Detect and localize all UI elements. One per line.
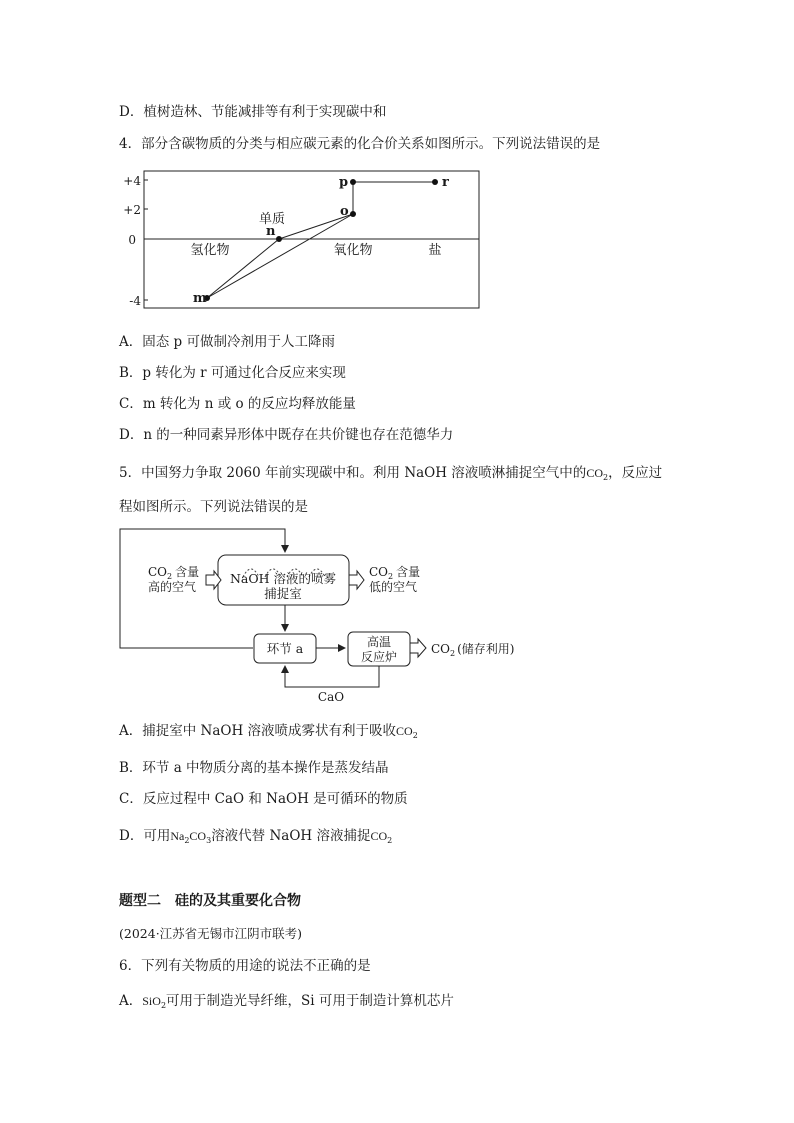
step-a-label: 环节 a (266, 641, 304, 656)
q4-option-b: B．p 转化为 r 可通过化合反应来实现 (119, 365, 346, 381)
output-air-line1: $CO_2$ 含量 (369, 565, 421, 581)
q6-option-a: A．SiO$_2$可用于制造光导纤维，Si 可用于制造计算机芯片 (119, 993, 454, 1010)
chamber-line1: NaOH 溶液的喷雾 (229, 571, 337, 586)
q4-option-d: D．n 的一种同素异形体中既存在共价键也存在范德华力 (119, 427, 454, 443)
q4-option-a: A．固态 p 可做制冷剂用于人工降雨 (119, 334, 335, 350)
label-m: m (193, 291, 207, 306)
section-title: 题型二 硅的及其重要化合物 (119, 893, 301, 909)
point-o (350, 211, 356, 217)
question-5-stem-line2: 程如图所示。下列说法错误的是 (119, 499, 308, 515)
y-tick-plus2: +2 (123, 203, 141, 217)
question-6-stem: 6．下列有关物质的用途的说法不正确的是 (119, 958, 371, 974)
q5-option-b: B．环节 a 中物质分离的基本操作是蒸发结晶 (119, 760, 389, 776)
y-tick-plus4: +4 (123, 174, 141, 188)
x-label-oxide: 氧化物 (333, 243, 373, 258)
svg-text:NaOH 溶液的喷雾 (230, 571, 337, 586)
q5-option-d: D．可用$Na_2CO_3$溶液代替 NaOH 溶液捕捉$CO_2$ (119, 828, 393, 845)
chamber-line2: 捕捉室 (264, 586, 302, 601)
label-o: o (340, 204, 349, 219)
question-4-stem: 4．部分含碳物质的分类与相应碳元素的化合价关系如图所示。下列说法错误的是 (119, 136, 601, 152)
x-label-hydride: 氢化物 (190, 243, 230, 258)
previous-option-d: D．植树造林、节能减排等有利于实现碳中和 (119, 104, 387, 120)
label-p: p (339, 175, 349, 190)
input-air-line1: $CO_2$ 含量 (148, 565, 200, 581)
furnace-line2: 反应炉 (360, 650, 398, 664)
svg-text:捕捉室 (264, 586, 302, 601)
question-source: (2024·江苏省无锡市江阴市联考) (119, 926, 303, 941)
point-n (276, 236, 282, 242)
y-tick-minus4: -4 (129, 294, 141, 308)
annotation-single-substance: 单质 (258, 212, 286, 227)
product-label: $CO_2$ (储存利用) (431, 642, 515, 658)
valence-chart (117, 168, 482, 310)
point-r (432, 179, 438, 185)
y-tick-0: 0 (128, 233, 136, 247)
q5-option-c: C．反应过程中 CaO 和 NaOH 是可循环的物质 (119, 791, 408, 807)
capture-process-diagram (115, 525, 535, 705)
cao-label: CaO (317, 690, 345, 704)
x-label-salt: 盐 (428, 243, 442, 258)
output-air-line2: 低的空气 (369, 580, 418, 594)
q5-option-a: A．捕捉室中 NaOH 溶液喷成雾状有利于吸收$CO_2$ (119, 723, 418, 740)
point-p (350, 179, 356, 185)
label-n: n (266, 224, 276, 239)
question-5-stem-line1: 5．中国努力争取 2060 年前实现碳中和。利用 NaOH 溶液喷淋捕捉空气中的$CO_2$，反应过 (119, 465, 663, 482)
furnace-line1: 高温 (366, 635, 392, 649)
q4-option-c: C．m 转化为 n 或 o 的反应均释放能量 (119, 396, 356, 412)
input-air-line2: 高的空气 (148, 580, 197, 594)
label-r: r (442, 175, 449, 190)
